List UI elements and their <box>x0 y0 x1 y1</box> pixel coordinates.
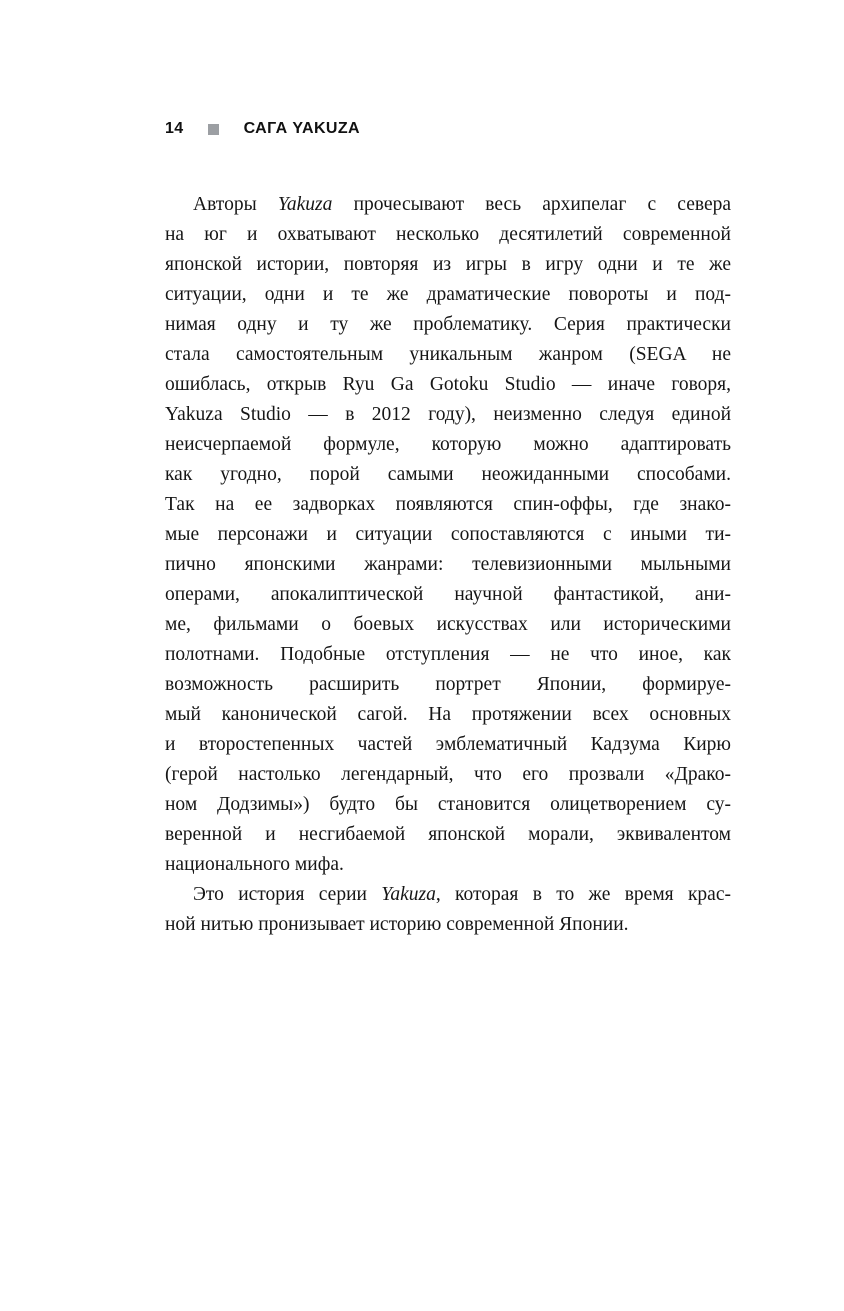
text-line: (герой настолько легендарный, что его прозвали «Драко- <box>165 764 731 785</box>
text-line: японской истории, повторяя из игры в игру одни и те же <box>165 254 731 275</box>
text-line: ной нитью пронизывает историю современной Японии. <box>165 914 629 935</box>
text-line: мый канонической сагой. На протяжении всех основных <box>165 704 731 725</box>
text-line: мые персонажи и ситуации сопоставляются с иными ти- <box>165 524 731 545</box>
regular-text: Это история серии <box>193 884 382 905</box>
text-line: как угодно, порой самыми неожиданными способами. <box>165 464 731 485</box>
text-line: на юг и охватывают несколько десятилетий современной <box>165 224 731 245</box>
text-line <box>165 190 731 220</box>
text-line: неисчерпаемой формуле, которую можно адаптировать <box>165 434 731 455</box>
text-line: и второстепенных частей эмблематичный Кадзума Кирю <box>165 734 731 755</box>
text-line: ситуации, одни и те же драматические повороты и под- <box>165 284 731 305</box>
text-line: ном Додзимы») будто бы становится олицетворением су- <box>165 794 731 815</box>
body-text <box>165 190 731 940</box>
regular-text: , которая в то же время крас- <box>435 884 731 905</box>
page-header <box>165 120 360 138</box>
text-line: национального мифа. <box>165 854 344 875</box>
running-title: САГА YAKUZA <box>243 120 360 137</box>
text-line: нимая одну и ту же проблематику. Серия практически <box>165 314 731 335</box>
square-bullet-icon <box>208 124 219 135</box>
text-line: ме, фильмами о боевых искусствах или историческими <box>165 614 731 635</box>
text-line: операми, апокалиптической научной фантастикой, ани- <box>165 584 731 605</box>
text-line: ошиблась, открыв Ryu Ga Gotoku Studio — иначе говоря, <box>165 374 731 395</box>
text-line: полотнами. Подобные отступления — не что иное, как <box>165 644 731 665</box>
text-line: Так на ее задворках появляются спин-оффы, где знако- <box>165 494 731 515</box>
page-number: 14 <box>165 120 184 137</box>
regular-text: Авторы <box>193 194 278 215</box>
italic-text: Yakuza <box>277 194 333 215</box>
italic-text: Yakuza <box>381 884 436 905</box>
text-line: возможность расширить портрет Японии, формируе- <box>165 674 731 695</box>
text-line: Yakuza Studio — в 2012 году), неизменно следуя единой <box>165 404 731 425</box>
text-line: веренной и несгибаемой японской морали, эквивалентом <box>165 824 731 845</box>
text-line: стала самостоятельным уникальным жанром (SEGA не <box>165 344 731 365</box>
regular-text: прочесывают весь архипелаг с севера <box>332 194 732 215</box>
text-line <box>165 880 731 910</box>
text-line: пично японскими жанрами: телевизионными мыльными <box>165 554 731 575</box>
